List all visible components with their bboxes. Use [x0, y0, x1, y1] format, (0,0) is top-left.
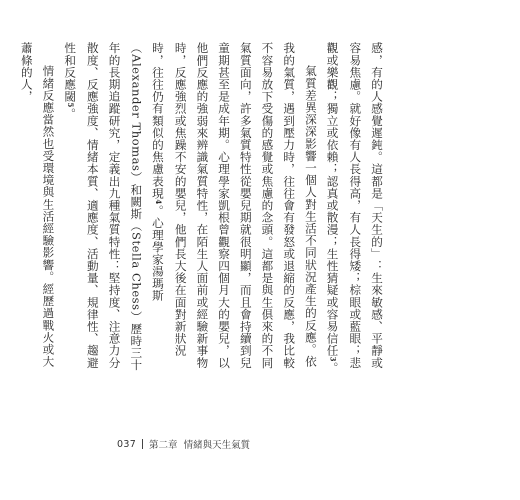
footer-divider — [142, 439, 143, 449]
paragraph-1-text-a: 感，有的人感覺遲鈍。這都是「天生的」：生來敏感、平靜或容易焦慮。就好像有人長得高，有人長得矮；棕眼或藍眼；悲觀或樂觀；獨立或依賴；認真或散漫；生性猜疑或容易信任 — [325, 42, 384, 369]
paragraph-2-text-b: 。心理學家湯瑪斯（Alexander Thomas）和闕斯（Stella Chess）歷時三十年的長期追蹤研究，定義出九種氣質特性：堅持度、注意力分散度、反應強度、情緒本質、適應度、活動量、規律性、趨避性和反應閾 — [63, 42, 165, 372]
footnote-marker-3: 3 — [328, 356, 338, 362]
paragraph-2-text-a: 氣質差異深深影響一個人對生活不同狀況產生的反應。依我的氣質，遇到壓力時，往往會有發怒或退縮的反應，我比較不容易放下受傷的感覺或焦慮的念頭。這都是與生俱來的不同氣質面向，許多氣質特性從嬰兒期就很明顯，而且會持續到兒童期甚至是成年期。心理學家凱根曾觀察四個月大的嬰兒，以他們反應的強弱來辨識氣質特性，在陌生人面前或經驗新事物時，反應強烈或焦躁不安的嬰兒，他們長大後在面對新狀況時，往往仍有類似的焦慮表現 — [150, 42, 318, 369]
page-footer — [117, 437, 250, 451]
paragraph-2 — [58, 42, 320, 377]
paragraph-1-text-b: 。 — [325, 361, 340, 375]
paragraph-2-text-c: 。 — [63, 107, 78, 120]
page-number: 037 — [117, 438, 137, 450]
body-text — [19, 42, 387, 377]
chapter-label: 第二章 — [149, 440, 178, 451]
paragraph-3-text: 情緒反應當然也受環境與生活經驗影響。經歷過戰火或大蕭條的人， — [19, 42, 56, 368]
paragraph-1 — [321, 42, 387, 377]
chapter-title: 情緒與天生氣質 — [183, 440, 251, 451]
footnote-marker-5: 5 — [66, 102, 76, 108]
footnote-marker-4: 4 — [153, 199, 163, 205]
paragraph-3 — [15, 42, 58, 377]
